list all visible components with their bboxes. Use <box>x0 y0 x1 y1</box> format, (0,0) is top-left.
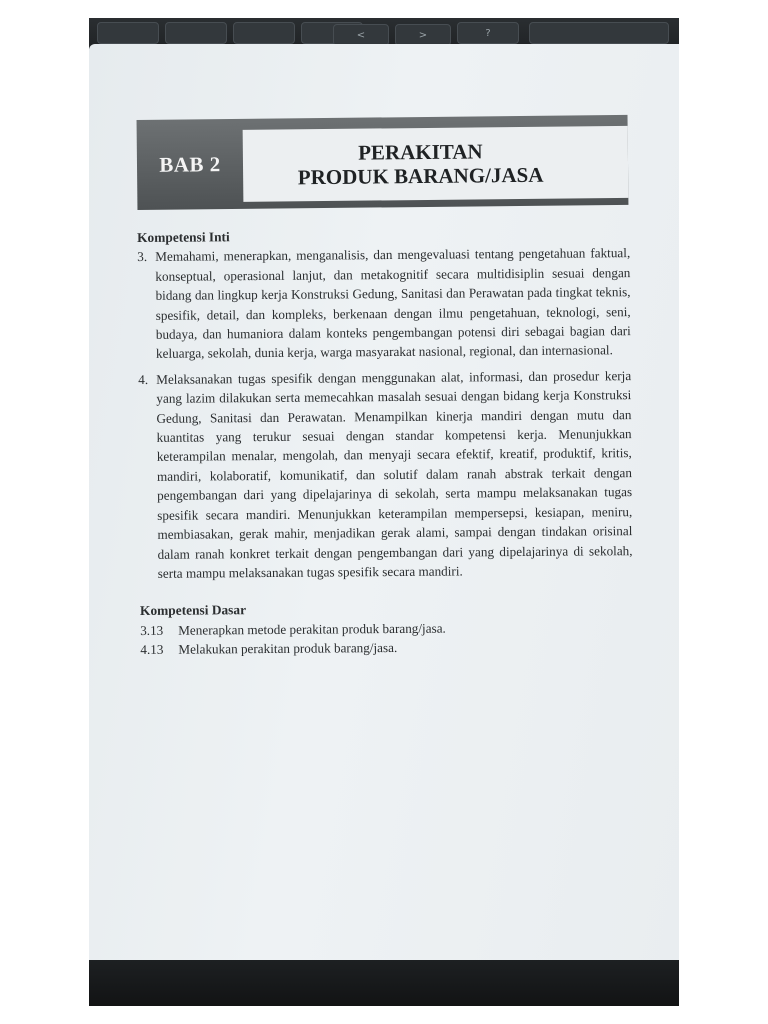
list-item-number: 4.13 <box>140 641 164 658</box>
list-item <box>138 366 633 583</box>
keyboard-key-right: > <box>395 24 451 46</box>
list-item <box>137 244 631 364</box>
keyboard-key-question: ? <box>457 22 519 44</box>
list-item <box>140 636 633 659</box>
chapter-title-box <box>243 126 629 202</box>
kompetensi-inti-heading: Kompetensi Inti <box>137 229 230 245</box>
kompetensi-dasar-heading: Kompetensi Dasar <box>139 602 247 619</box>
list-item-text: Memahami, menerapkan, menganalisis, dan mengevaluasi tentang pengetahuan faktual, konseptual, operasional lanjut, dan metakognitif secara multidisiplin sesuai dengan bidang dan lingkup kerja Konstruksi Gedung, Sanitasi dan Perawatan pada tingkat teknis, spesifik, detail, dan kompleks, berkenaan dengan ilmu pengetahuan, teknologi, seni, budaya, dan humaniora dalam konteks pengembangan potensi diri sebagai bagian dari keluarga, sekolah, dunia kerja, warga masyarakat nasional, regional, dan internasional. <box>155 245 631 362</box>
chapter-title-line-1: PERAKITAN <box>358 139 483 165</box>
page-content <box>137 224 633 659</box>
list-item-number: 3. <box>137 249 148 265</box>
chapter-header <box>137 115 629 210</box>
list-item-text: Menerapkan metode perakitan produk barang/jasa. <box>178 620 446 638</box>
chapter-number: BAB 2 <box>159 151 221 177</box>
keyboard-key <box>165 22 227 44</box>
keyboard-key <box>97 22 159 44</box>
chapter-title-line-2: PRODUK BARANG/JASA <box>297 162 544 190</box>
list-item-text: Melakukan perakitan produk barang/jasa. <box>178 640 398 657</box>
bottom-strip <box>89 960 679 1006</box>
list-item-number: 4. <box>138 371 149 387</box>
keyboard-key <box>529 22 669 44</box>
keyboard-key <box>233 22 295 44</box>
keyboard-key-left: < <box>333 24 389 46</box>
list-item-text: Melaksanakan tugas spesifik dengan menggunakan alat, informasi, dan prosedur kerja yang lazim dilakukan serta memecahkan masalah sesuai dengan bidang kerja Konstruksi Gedung, Sanitasi dan Perawatan. Menampilkan kinerja mandiri dengan mutu dan kuantitas yang terukur sesuai dengan standar kompetensi kerja. Menunjukkan keterampilan menalar, mengolah, dan menyaji secara efektif, kreatif, produktif, kritis, mandiri, kolaboratif, komunikatif, dan solutif dalam ranah abstrak terkait dengan pengembangan dari yang dipelajarinya di sekolah, serta mampu melaksanakan tugas spesifik secara mandiri. Menunjukkan keterampilan mempersepsi, kesiapan, meniru, membiasakan, gerak mahir, menjadikan gerak alami, sampai dengan tindakan orisinal dalam ranah konkret terkait dengan pengembangan dari yang dipelajarinya di sekolah, serta mampu melaksanakan tugas spesifik secara mandiri. <box>156 367 633 581</box>
list-item-number: 3.13 <box>140 622 164 638</box>
